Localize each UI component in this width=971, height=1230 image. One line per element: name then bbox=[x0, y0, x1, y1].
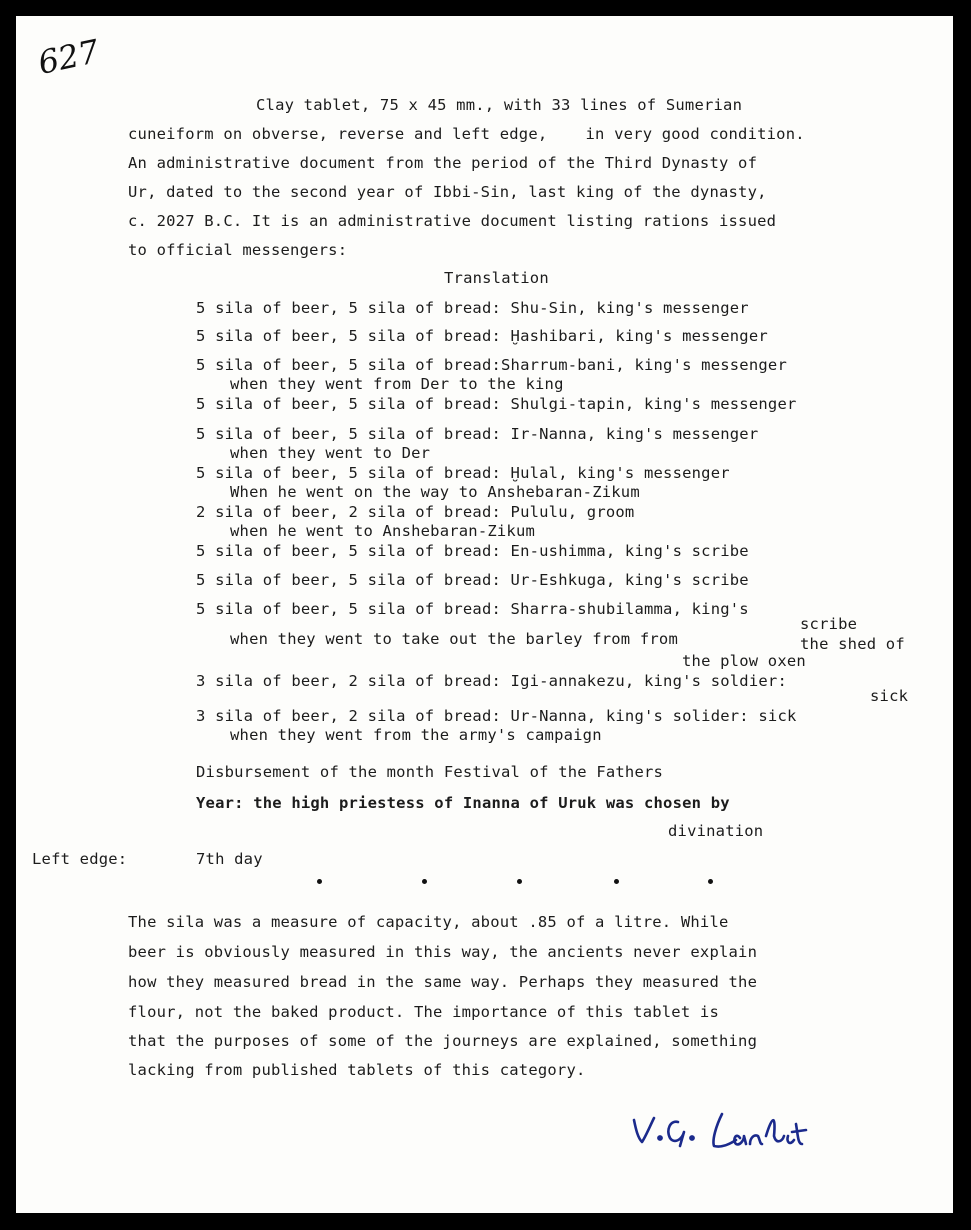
intro-line: to official messengers: bbox=[128, 241, 348, 259]
separator-dot bbox=[422, 879, 427, 884]
signature bbox=[630, 1106, 810, 1156]
separator-dot bbox=[614, 879, 619, 884]
ration-entry: 5 sila of beer, 5 sila of bread: Ḫashibari, king's messenger bbox=[196, 327, 768, 345]
ration-entry-note: when they went to Der bbox=[230, 444, 431, 462]
document-page bbox=[16, 16, 953, 1213]
year-line: Year: the high priestess of Inanna of Uruk was chosen by bbox=[196, 794, 730, 812]
intro-line: An administrative document from the period of the Third Dynasty of bbox=[128, 154, 758, 172]
separator-dot bbox=[517, 879, 522, 884]
ration-entry-note: when he went to Anshebaran-Zikum bbox=[230, 522, 536, 540]
year-line-continuation: divination bbox=[668, 822, 764, 840]
note-line: that the purposes of some of the journeys are explained, something bbox=[128, 1032, 758, 1050]
ration-entry: 5 sila of beer, 5 sila of bread:Sharrum-bani, king's messenger bbox=[196, 356, 787, 374]
separator-dot bbox=[317, 879, 322, 884]
ration-entry: 2 sila of beer, 2 sila of bread: Pululu, groom bbox=[196, 503, 635, 521]
ration-entry-note: when they went from the army's campaign bbox=[230, 726, 602, 744]
note-line: The sila was a measure of capacity, about .85 of a litre. While bbox=[128, 913, 729, 931]
ration-entry-note: the plow oxen bbox=[682, 652, 806, 670]
intro-line: Ur, dated to the second year of Ibbi-Sin, last king of the dynasty, bbox=[128, 183, 767, 201]
ration-entry: 5 sila of beer, 5 sila of bread: Sharra-shubilamma, king's bbox=[196, 600, 749, 618]
intro-line: Clay tablet, 75 x 45 mm., with 33 lines of Sumerian bbox=[256, 96, 743, 114]
ration-entry: 5 sila of beer, 5 sila of bread: Ir-Nanna, king's messenger bbox=[196, 425, 759, 443]
ration-entry-note: the shed of bbox=[800, 635, 905, 653]
handwritten-number: 627 bbox=[34, 32, 103, 82]
ration-entry-note: when they went to take out the barley from from bbox=[230, 630, 678, 648]
ration-entry-note: sick bbox=[870, 687, 909, 705]
ration-entry: 5 sila of beer, 5 sila of bread: En-ushimma, king's scribe bbox=[196, 542, 749, 560]
ration-entry: 5 sila of beer, 5 sila of bread: Ur-Eshkuga, king's scribe bbox=[196, 571, 749, 589]
ration-entry-note: When he went on the way to Anshebaran-Zikum bbox=[230, 483, 640, 501]
ration-entry: 5 sila of beer, 5 sila of bread: Shulgi-tapin, king's messenger bbox=[196, 395, 797, 413]
intro-line: cuneiform on obverse, reverse and left edge, in very good condition. bbox=[128, 125, 805, 143]
intro-line: c. 2027 B.C. It is an administrative document listing rations issued bbox=[128, 212, 777, 230]
ration-entry-note: when they went from Der to the king bbox=[230, 375, 564, 393]
disbursement-line: Disbursement of the month Festival of the Fathers bbox=[196, 763, 664, 781]
ration-entry: 3 sila of beer, 2 sila of bread: Ur-Nanna, king's solider: sick bbox=[196, 707, 797, 725]
left-edge-value: 7th day bbox=[196, 850, 263, 868]
note-line: how they measured bread in the same way. Perhaps they measured the bbox=[128, 973, 758, 991]
ration-entry: 5 sila of beer, 5 sila of bread: Shu-Sin, king's messenger bbox=[196, 299, 749, 317]
note-line: flour, not the baked product. The importance of this tablet is bbox=[128, 1003, 719, 1021]
ration-entry: 3 sila of beer, 2 sila of bread: Igi-annakezu, king's soldier: bbox=[196, 672, 787, 690]
separator-dot bbox=[708, 879, 713, 884]
ration-entry-note: scribe bbox=[800, 615, 858, 633]
translation-heading: Translation bbox=[444, 269, 549, 287]
note-line: lacking from published tablets of this category. bbox=[128, 1061, 586, 1079]
note-line: beer is obviously measured in this way, the ancients never explain bbox=[128, 943, 758, 961]
ration-entry: 5 sila of beer, 5 sila of bread: Ḫulal, king's messenger bbox=[196, 464, 730, 482]
left-edge-label: Left edge: bbox=[32, 850, 128, 868]
